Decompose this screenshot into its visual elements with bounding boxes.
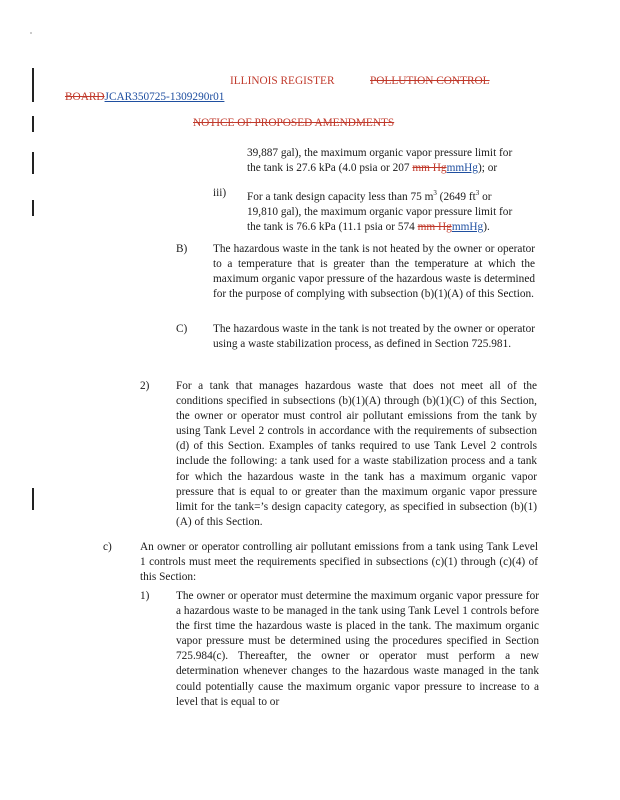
- board-strike: BOARD: [65, 91, 105, 103]
- tank-iii-line3: the tank is 76.6 kPa (11.1 psia or 574 mm HgmmHg).: [247, 220, 490, 233]
- item-b-text: The hazardous waste in the tank is not heated by the owner or operator to a temperature that is greater than the temperature at which the maximum organic vapor pressure of the hazardous waste is determined for the purpose of complying with subsection (b)(1)(A) of this Section.: [213, 243, 535, 301]
- inserted-text: mmHg: [446, 162, 478, 175]
- tank-iii-line2: 19,810 gal), the maximum organic vapor pressure limit for: [247, 205, 513, 218]
- scan-speck: [30, 32, 32, 34]
- tank-iii: [247, 186, 547, 235]
- deleted-text: mm Hg: [412, 162, 447, 175]
- item-b-label: B): [176, 243, 188, 255]
- item-iii-label: iii): [213, 187, 227, 199]
- tank-ii-line1: 39,887 gal), the maximum organic vapor pressure limit for: [247, 147, 513, 159]
- doc-code: JCAR350725-1309290r01: [104, 91, 225, 103]
- change-bar: [32, 68, 34, 102]
- item-c-label: c): [103, 541, 112, 553]
- change-bar: [32, 200, 34, 216]
- tank-ii-line2: the tank is 27.6 kPa (4.0 psia or 207 mm HgmmHg); or: [247, 162, 498, 175]
- change-bar: [32, 488, 34, 510]
- item-2-text: For a tank that manages hazardous waste that does not meet all of the conditions specified in subsections (b)(1)(A) through (b)(1)(C) of this Section, the owner or operator must control air pollutant emissions from the tank by using Tank Level 2 controls in accordance with the requirements of subsection (d) of this Section. Examples of tanks required to use Tank Level 2 controls include the following: a tank used for a waste stabilization process and a tank for which the hazardous waste in the tank has a maximum organic vapor pressure that is equal to or greater than the maximum organic vapor pressure limit for the tank=’s design capacity category, as specified in subsection (b)(1)(A) of this Section.: [176, 380, 537, 528]
- item-c1-label: 1): [140, 590, 150, 602]
- item-c-upper-label: C): [176, 323, 188, 335]
- change-bar: [32, 116, 34, 132]
- item-c-upper-text: The hazardous waste in the tank is not treated by the owner or operator using a waste stabilization process, as defined in Section 725.981.: [213, 323, 535, 351]
- board-line: [65, 90, 224, 105]
- inserted-text: mmHg: [451, 220, 484, 233]
- change-bar: [32, 152, 34, 174]
- item-c-text: An owner or operator controlling air pollutant emissions from a tank using Tank Level 1 controls must meet the requirements specified in subsections (c)(1) through (c)(4) of this Section:: [140, 541, 538, 584]
- tank-ii-cont: [247, 146, 547, 176]
- tank-iii-line1: For a tank design capacity less than 75 $m^3$ (2649 $ft^3$ or: [247, 189, 492, 203]
- item-2-label: 2): [140, 380, 150, 392]
- notice-title: NOTICE OF PROPOSED AMENDMENTS: [193, 117, 395, 129]
- item-c1-text: The owner or operator must determine the maximum organic vapor pressure for a hazardous waste to be managed in the tank using Tank Level 1 controls before the first time the hazardous waste is placed in the tank. The maximum organic vapor pressure must be determined using the procedures specified in Section 725.984(c). Thereafter, the owner or operator must perform a new determination whenever changes to the hazardous waste managed in the tank could potentially cause the maximum organic vapor pressure to increase to a level that is equal to or: [176, 590, 539, 708]
- register-title: ILLINOIS REGISTER: [230, 75, 335, 87]
- deleted-text: mm Hg: [417, 220, 452, 233]
